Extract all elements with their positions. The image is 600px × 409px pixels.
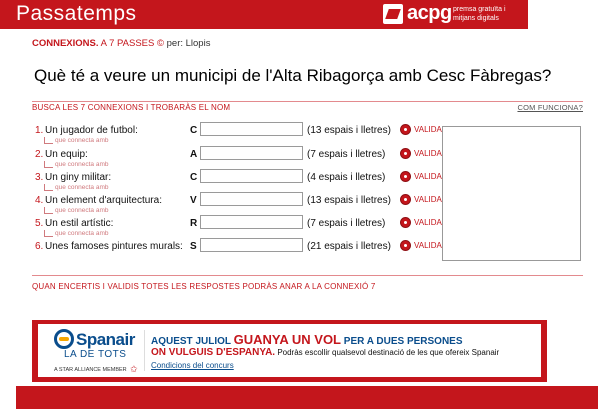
validate-button-1[interactable] <box>400 123 442 137</box>
answer-input-4[interactable] <box>200 192 303 206</box>
answer-input-6[interactable] <box>200 238 303 252</box>
puzzle-question: Què té a veure un municipi de l'Alta Ribagorça amb Cesc Fàbregas? <box>34 66 552 85</box>
puzzle-meta <box>32 38 210 49</box>
clue-row-6 <box>0 241 440 264</box>
validate-label: VALIDA <box>414 195 442 204</box>
star-alliance-text: A STAR ALLIANCE MEMBER <box>54 367 127 373</box>
puzzle-author: per: Llopis <box>166 38 211 49</box>
clue-number: 4. <box>35 195 44 206</box>
spanair-brand: Spanair <box>76 330 135 349</box>
ad-headline-a: AQUEST JULIOL <box>151 336 231 347</box>
spanair-logo-icon <box>54 329 74 349</box>
clue-label: Un jugador de futbol: <box>45 125 138 136</box>
ad-headline-c: PER A DUES PERSONES <box>343 336 463 347</box>
clue-label: Unes famoses pintures murals: <box>45 241 183 252</box>
star-alliance-icon: ✩ <box>130 364 138 374</box>
divider-bottom <box>32 275 583 276</box>
ad-divider <box>144 330 145 371</box>
validate-label: VALIDA <box>414 149 442 158</box>
clue-first-letter: S <box>190 241 197 252</box>
ad-subline-a: ON VULGUIS D'ESPANYA. <box>151 347 276 358</box>
ad-headline <box>151 332 463 347</box>
ad-content <box>38 324 541 377</box>
contest-conditions-link[interactable]: Condicions del concurs <box>151 361 234 370</box>
answer-input-2[interactable] <box>200 146 303 160</box>
clue-length-hint: (7 espais i lletres) <box>307 218 386 229</box>
clue-label: Un element d'arquitectura: <box>45 195 162 206</box>
validate-button-6[interactable] <box>400 239 442 253</box>
clue-number: 3. <box>35 172 44 183</box>
puzzle-passes: A 7 PASSES <box>100 38 155 49</box>
clue-connector: que connecta amb <box>44 161 108 168</box>
copyright-symbol: © <box>156 38 164 49</box>
answer-input-3[interactable] <box>200 169 303 183</box>
site-title[interactable]: Passatemps <box>16 2 137 25</box>
clue-length-hint: (4 espais i lletres) <box>307 172 386 183</box>
validate-button-5[interactable] <box>400 216 442 230</box>
footer-note: QUAN ENCERTIS I VALIDIS TOTES LES RESPOSTES PODRÀS ANAR A LA CONNEXIÓ 7 <box>32 282 376 291</box>
clue-first-letter: A <box>190 149 198 160</box>
validate-icon <box>400 194 411 205</box>
clue-connector: que connecta amb <box>44 207 108 214</box>
clue-connector: que connecta amb <box>44 184 108 191</box>
ad-subline <box>151 347 499 358</box>
validate-button-3[interactable] <box>400 170 442 184</box>
clue-length-hint: (7 espais i lletres) <box>307 149 386 160</box>
clue-connector: que connecta amb <box>44 137 108 144</box>
bottom-bar <box>16 386 598 409</box>
answer-input-5[interactable] <box>200 215 303 229</box>
acpg-logo-tagline: premsa gratuïta i mitjans digitals <box>453 6 506 22</box>
clue-label: Un equip: <box>45 149 88 160</box>
clue-length-hint: (21 espais i lletres) <box>307 241 391 252</box>
clue-label: Un giny militar: <box>45 172 112 183</box>
validate-icon <box>400 124 411 135</box>
how-it-works-link[interactable]: COM FUNCIONA? <box>517 103 583 112</box>
clue-length-hint: (13 espais i lletres) <box>307 125 391 136</box>
validate-icon <box>400 148 411 159</box>
clue-number: 2. <box>35 149 44 160</box>
clue-first-letter: R <box>190 218 198 229</box>
clue-first-letter: C <box>190 172 198 183</box>
answer-input-1[interactable] <box>200 122 303 136</box>
instructions-hint: BUSCA LES 7 CONNEXIONS I TROBARÀS EL NOM <box>32 103 231 112</box>
acpg-logo-text: acpg <box>407 2 452 24</box>
divider-top <box>32 101 583 102</box>
clue-connector: que connecta amb <box>44 230 108 237</box>
validate-button-4[interactable] <box>400 193 442 207</box>
result-panel <box>442 126 581 261</box>
puzzle-type: CONNEXIONS. <box>32 38 99 49</box>
validate-icon <box>400 217 411 228</box>
validate-button-2[interactable] <box>400 147 442 161</box>
acpg-logo[interactable] <box>383 3 523 25</box>
acpg-logo-icon <box>383 4 403 24</box>
clue-number: 1. <box>35 125 44 136</box>
clue-first-letter: C <box>190 125 198 136</box>
validate-label: VALIDA <box>414 218 442 227</box>
validate-label: VALIDA <box>414 172 442 181</box>
validate-label: VALIDA <box>414 241 442 250</box>
spanair-brand-sub: LA DE TOTS <box>64 349 127 360</box>
validate-icon <box>400 240 411 251</box>
clue-number: 5. <box>35 218 44 229</box>
clue-first-letter: V <box>190 195 197 206</box>
ad-headline-b: GUANYA UN VOL <box>233 332 341 347</box>
top-header-bar <box>0 0 528 29</box>
clue-label: Un estil artístic: <box>45 218 114 229</box>
validate-icon <box>400 171 411 182</box>
spanair-ad-banner[interactable] <box>32 320 547 382</box>
clue-length-hint: (13 espais i lletres) <box>307 195 391 206</box>
ad-subline-b: Podràs escollir qualsevol destinació de les que ofereix Spanair <box>277 348 500 357</box>
clue-row-1 <box>0 125 440 148</box>
clue-number: 6. <box>35 241 44 252</box>
validate-label: VALIDA <box>414 125 442 134</box>
spanair-logo <box>54 326 144 376</box>
